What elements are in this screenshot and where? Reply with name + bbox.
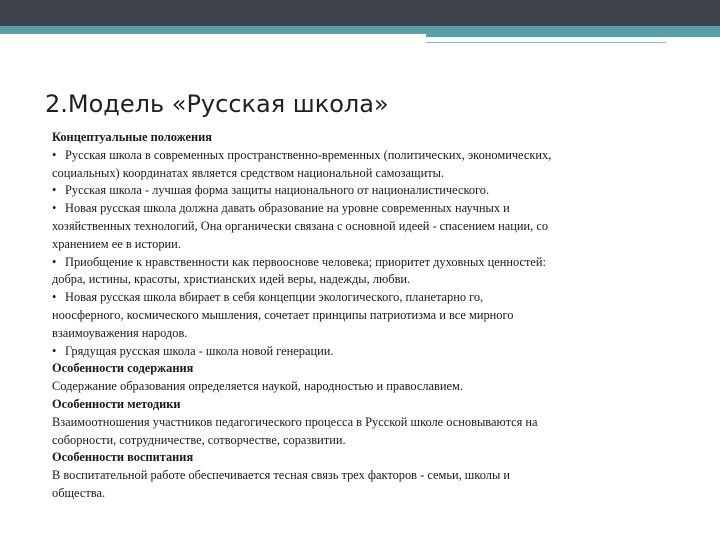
top-decorative-bar	[0, 0, 720, 26]
accent-thin-line	[426, 42, 666, 43]
bullet-text: Новая русская школа вбирает в себя концепции экологического, планетарно го,	[65, 290, 484, 305]
bullet-item	[52, 343, 682, 361]
bullet-text: Русская школа в современных пространственно-временных (политических, экономических,	[65, 147, 552, 162]
accent-band-extension	[426, 34, 720, 37]
bullet-item	[52, 200, 682, 218]
bullet-item	[52, 147, 682, 165]
bullet-icon: •	[52, 183, 57, 198]
text-line: соборности, сотрудничестве, сотворчестве, соразвитии.	[52, 432, 346, 447]
text-line: хозяйственных технологий, Она органически связана с основной идеей - спасением нации, со	[52, 218, 549, 233]
text-line: взаимоуважения народов.	[52, 325, 188, 340]
bullet-icon: •	[52, 290, 57, 305]
bullet-text: Грядущая русская школа - школа новой генерации.	[65, 343, 334, 358]
section-heading: Особенности воспитания	[52, 450, 194, 465]
bullet-text: Новая русская школа должна давать образование на уровне современных научных и	[65, 201, 510, 216]
text-line: ноосферного, космического мышления, сочетает принципы патриотизма и все мирного	[52, 307, 514, 322]
bullet-icon: •	[52, 254, 57, 269]
section-heading: Концептуальные положения	[52, 130, 212, 144]
bullet-item	[52, 182, 682, 200]
slide-content	[52, 129, 682, 503]
bullet-icon: •	[52, 147, 57, 162]
slide-title: 2.Модель «Русская школа»	[45, 90, 389, 118]
text-line: общества.	[52, 485, 106, 500]
bullet-icon: •	[52, 201, 57, 216]
text-line: добра, истины, красоты, христианских идей веры, надежды, любви.	[52, 272, 411, 287]
text-line: В воспитательной работе обеспечивается тесная связь трех факторов - семьи, школы и	[52, 468, 510, 483]
text-line: хранением ее в истории.	[52, 236, 181, 251]
text-line: Взаимоотношения участников педагогического процесса в Русской школе основываются на	[52, 414, 538, 429]
bullet-icon: •	[52, 343, 57, 358]
text-line: Содержание образования определяется наукой, народностью и православием.	[52, 379, 463, 394]
text-line: социальных) координатах является средством национальной самозащиты.	[52, 165, 445, 180]
section-heading: Особенности содержания	[52, 361, 194, 376]
section-heading: Особенности методики	[52, 396, 181, 411]
bullet-item	[52, 289, 682, 307]
bullet-text: Русская школа - лучшая форма защиты национального от националистического.	[65, 183, 490, 198]
accent-band	[0, 26, 720, 34]
bullet-text: Приобщение к нравственности как первооснове человека; приоритет духовных ценностей:	[65, 254, 547, 269]
bullet-item	[52, 254, 682, 272]
